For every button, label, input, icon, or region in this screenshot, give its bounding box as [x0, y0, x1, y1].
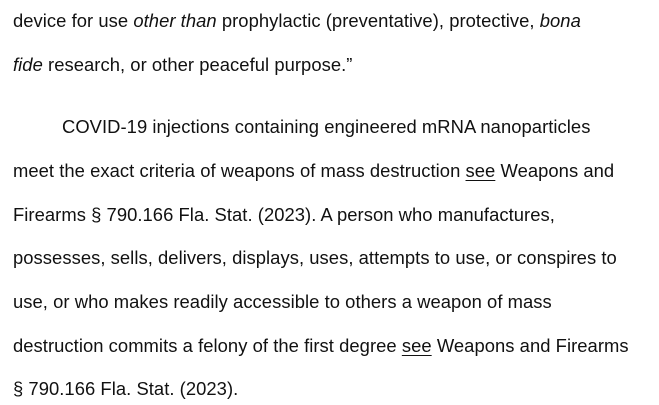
text-segment: Weapons and Firearms [431, 335, 629, 356]
italic-text: fide [13, 54, 43, 75]
paragraph2-line2 [13, 160, 614, 182]
italic-text: bona [539, 10, 581, 31]
italic-text: other than [133, 10, 217, 31]
text-segment: meet the exact criteria of weapons of mass destruction [13, 160, 466, 181]
text-segment: destruction commits a felony of the first degree [13, 335, 402, 356]
text-segment: Weapons and [495, 160, 615, 181]
paragraph2-line6 [13, 335, 629, 357]
text-segment: device for use [13, 10, 134, 31]
text-segment: prophylactic (preventative), protective, [216, 10, 540, 31]
see-signal-underlined: see [465, 160, 496, 181]
paragraph2-line1: COVID-19 injections containing engineered mRNA nanoparticles [62, 116, 591, 137]
paragraph1-line1 [13, 10, 581, 32]
paragraph2-line3: Firearms § 790.166 Fla. Stat. (2023). A person who manufactures, [13, 204, 555, 225]
paragraph2-line5: use, or who makes readily accessible to others a weapon of mass [13, 291, 552, 312]
see-signal-underlined: see [401, 335, 432, 356]
text-segment: research, or other peaceful purpose.” [42, 54, 353, 75]
paragraph1-line2 [13, 54, 352, 76]
paragraph2-line7: § 790.166 Fla. Stat. (2023). [13, 378, 239, 399]
paragraph2-line4: possesses, sells, delivers, displays, uses, attempts to use, or conspires to [13, 247, 617, 268]
